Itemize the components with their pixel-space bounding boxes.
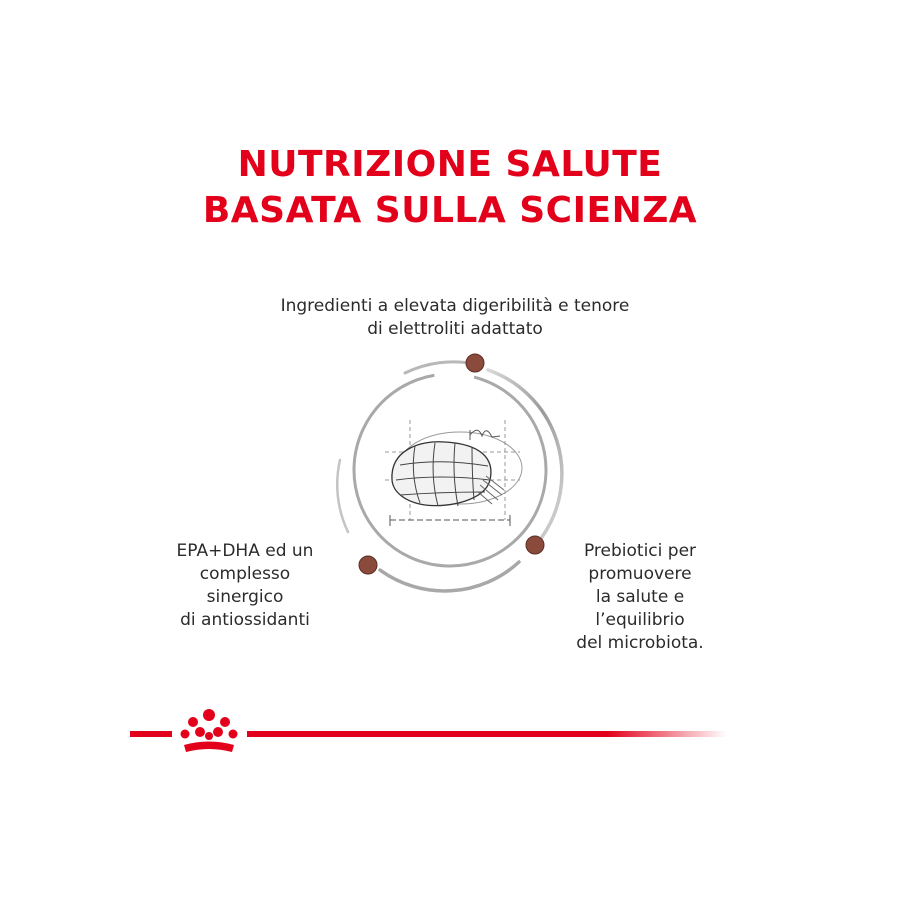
outer-ring-arc — [337, 460, 348, 532]
benefit-right-line: l’equilibrio — [595, 610, 685, 630]
left-dot — [359, 556, 377, 574]
kibble-sketch-icon — [385, 420, 522, 526]
benefit-left-line: EPA+DHA ed un — [176, 541, 314, 561]
benefit-right-line: del microbiota. — [576, 633, 704, 653]
right-dot — [526, 536, 544, 554]
benefit-right-line: promuovere — [588, 564, 692, 584]
benefit-left-line: complesso — [199, 564, 291, 584]
outer-ring-arc — [488, 370, 562, 537]
title-line-1: NUTRIZIONE SALUTE — [237, 144, 663, 185]
brand-line-left — [130, 731, 172, 737]
benefit-left-line: di antiossidanti — [180, 610, 310, 630]
benefit-top-line: di elettroliti adattato — [367, 319, 543, 339]
page-title — [0, 142, 900, 234]
crown-logo-icon — [181, 709, 238, 752]
benefit-top — [250, 295, 660, 341]
top-dot — [466, 354, 484, 372]
title-line-2: BASATA SULLA SCIENZA — [202, 190, 698, 231]
benefit-right-line: Prebiotici per — [583, 541, 697, 561]
benefit-top-line: Ingredienti a elevata digeribilità e tenore — [280, 296, 630, 316]
kibble-diagram — [320, 340, 580, 600]
brand-bar — [0, 700, 900, 770]
benefit-left — [140, 540, 350, 632]
brand-line-right — [247, 731, 727, 737]
outer-ring-arc — [405, 362, 475, 373]
benefit-right-line: la salute e — [595, 587, 685, 607]
benefit-left-line: sinergico — [206, 587, 284, 607]
